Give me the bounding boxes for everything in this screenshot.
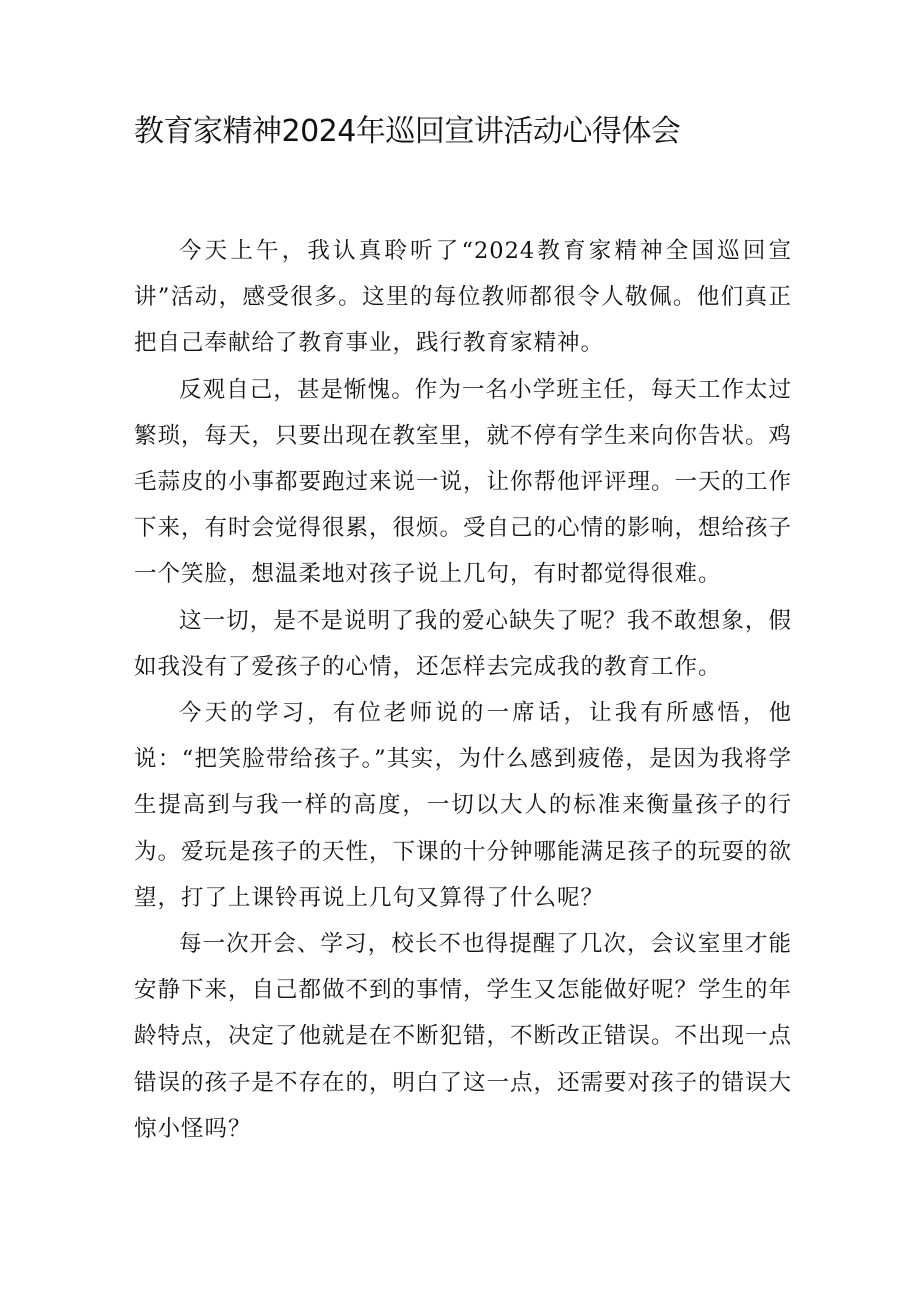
document-title: 教育家精神2024年巡回宣讲活动心得体会 — [134, 114, 681, 149]
paragraph: 反观自己，甚是惭愧。作为一名小学班主任，每天工作太过繁琐，每天，只要出现在教室里，就不停有学生来向你告状。鸡毛蒜皮的小事都要跑过来说一说，让你帮他评评理。一天的工作下来，有时会觉得很累，很烦。受自己的心情的影响，想给孩子一个笑脸，想温柔地对孩子说上几句，有时都觉得很难。 — [134, 376, 793, 588]
paragraph: 这一切，是不是说明了我的爱心缺失了呢？我不敢想象，假如我没有了爱孩子的心情，还怎样去完成我的教育工作。 — [134, 607, 792, 680]
paragraph: 每一次开会、学习，校长不也得提醒了几次，会议室里才能安静下来，自己都做不到的事情，学生又怎能做好呢？学生的年龄特点，决定了他就是在不断犯错，不断改正错误。不出现一点错误的孩子是不存在的，明白了这一点，还需要对孩子的错误大惊小怪吗？ — [134, 931, 793, 1142]
paragraph: 今天的学习，有位老师说的一席话，让我有所感悟，他说：“把笑脸带给孩子。”其实，为什么感到疲倦，是因为我将学生提高到与我一样的高度，一切以大人的标准来衡量孩子的行为。爱玩是孩子的天性，下课的十分钟哪能满足孩子的玩耍的欲望，打了上课铃再说上几句又算得了什么呢？ — [134, 700, 793, 911]
document-body — [134, 228, 792, 1152]
paragraph: 今天上午，我认真聆听了“2024教育家精神全国巡回宣讲”活动，感受很多。这里的每位教师都很令人敬佩。他们真正把自己奉献给了教育事业，践行教育家精神。 — [134, 238, 792, 357]
